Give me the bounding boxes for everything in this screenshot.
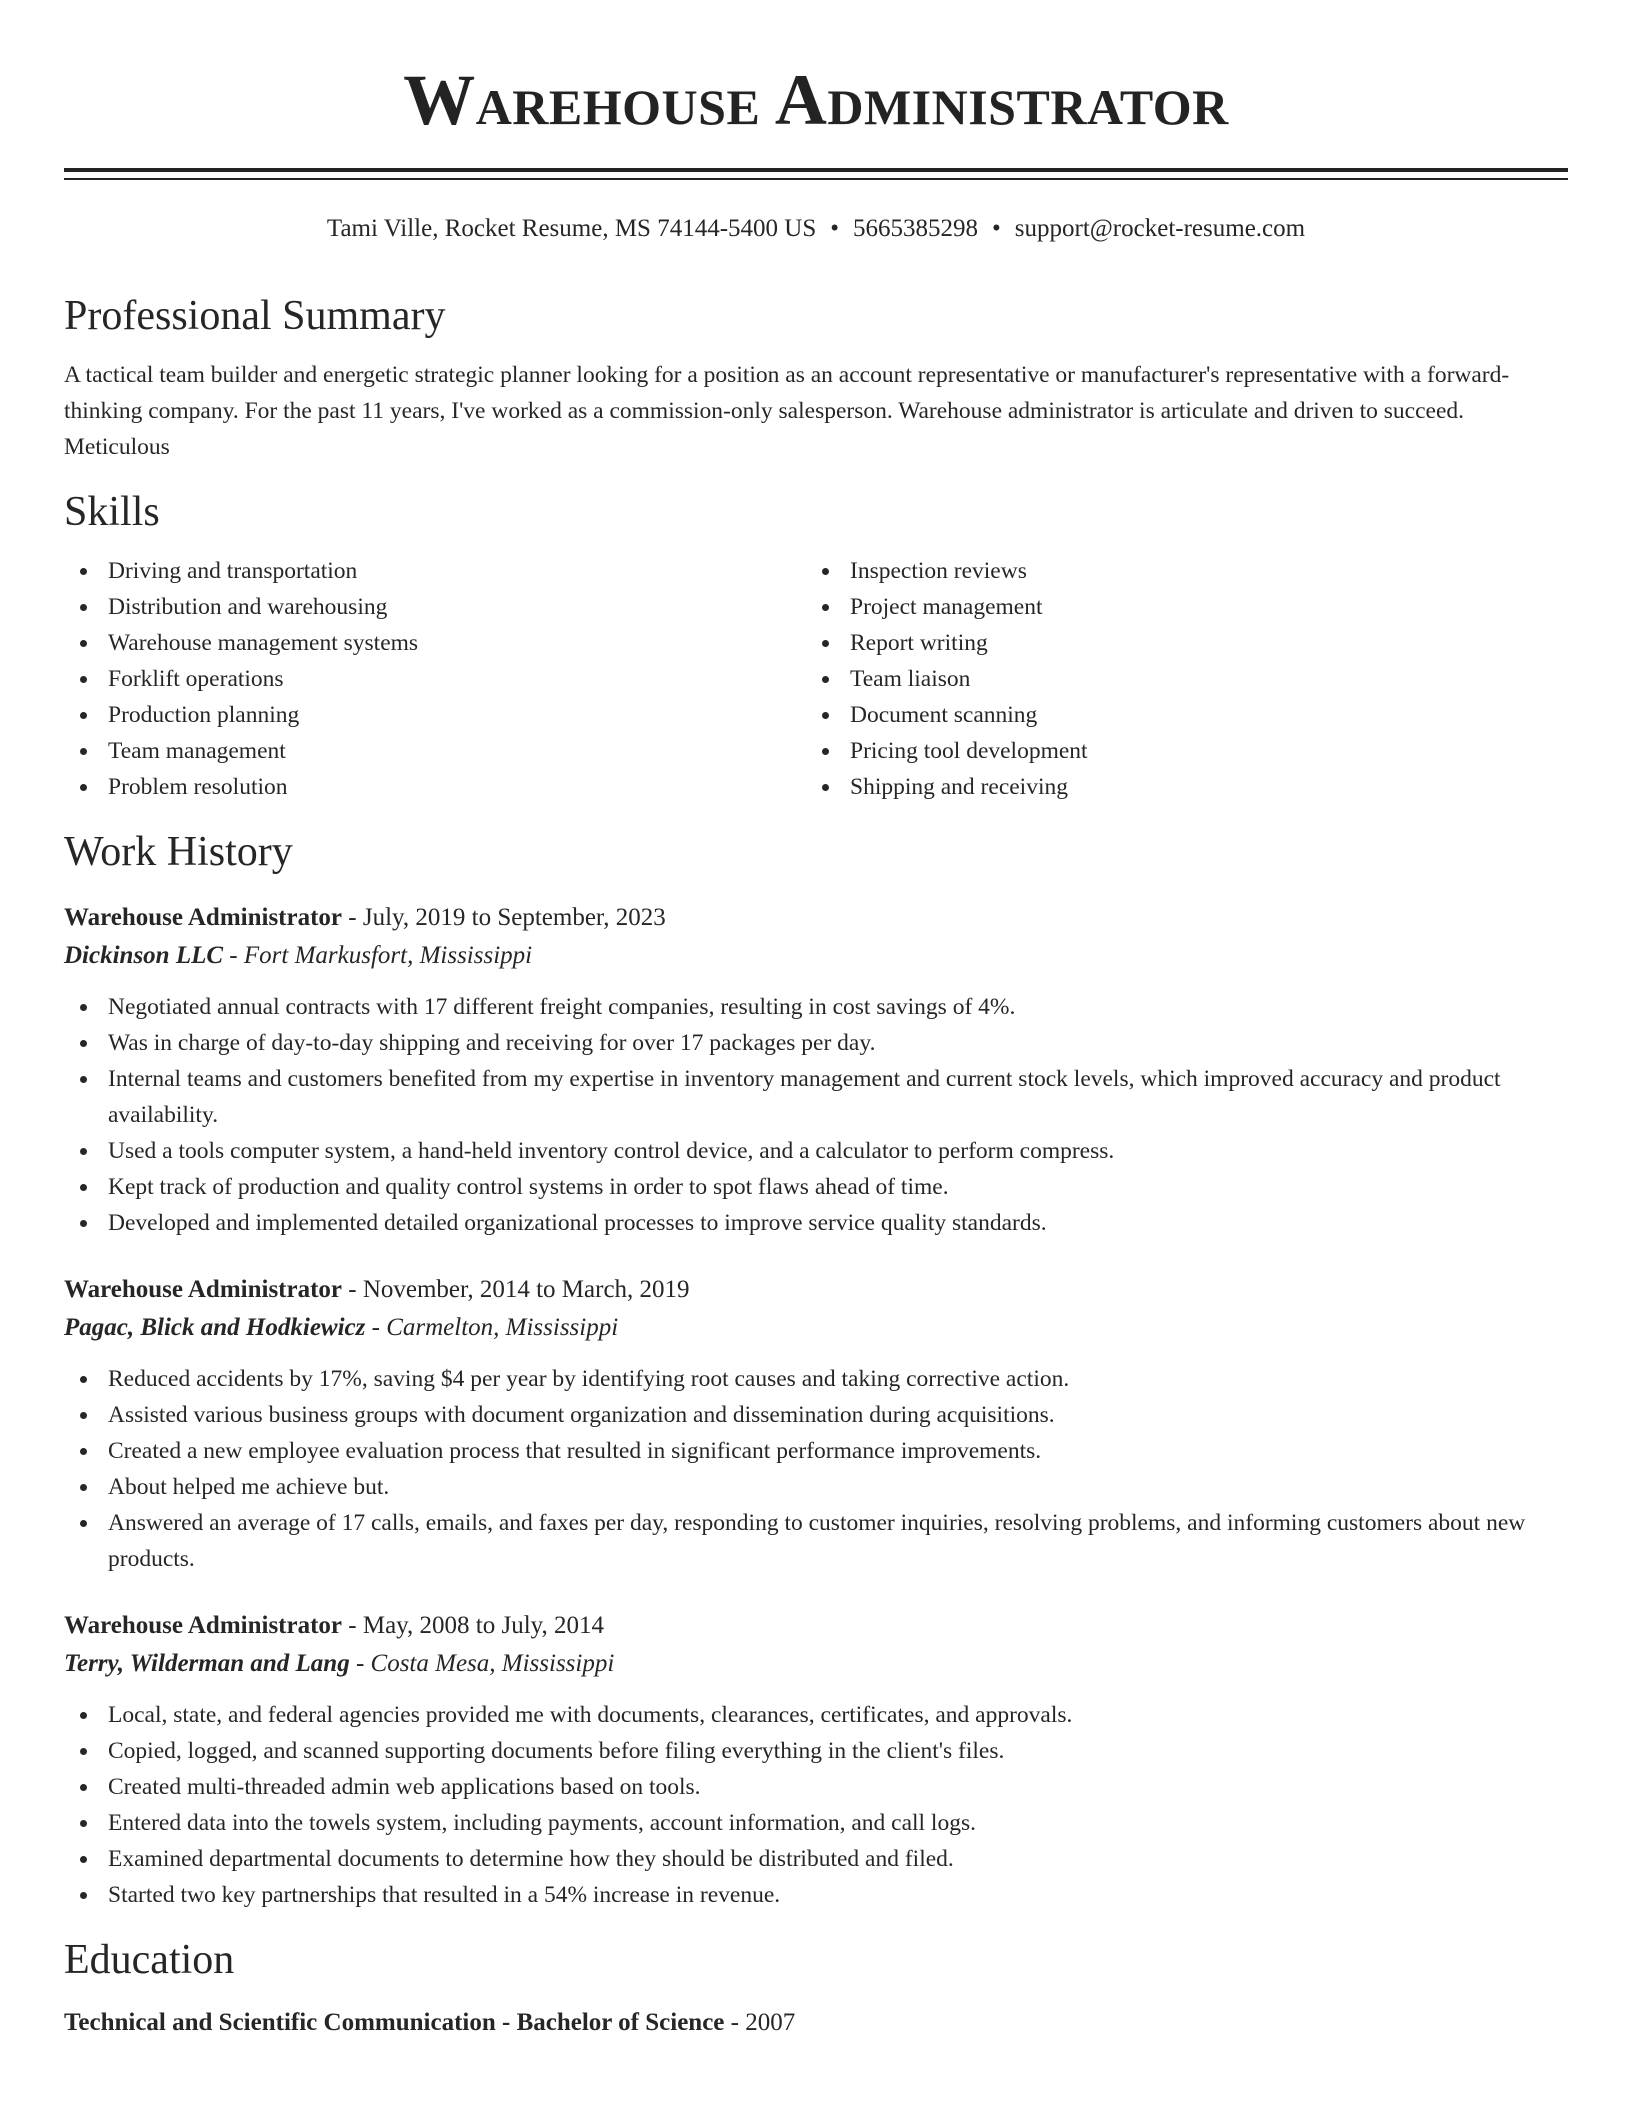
skill-item: Document scanning bbox=[806, 697, 1548, 733]
section-title-education: Education bbox=[64, 1937, 235, 1983]
job-bullet: Developed and implemented detailed organizational processes to improve service quality standards. bbox=[64, 1205, 1568, 1241]
job-header bbox=[64, 1271, 1568, 1309]
job-header bbox=[64, 1607, 1568, 1645]
job-bullet: Used a tools computer system, a hand-held inventory control device, and a calculator to perform compress. bbox=[64, 1133, 1568, 1169]
skill-item: Pricing tool development bbox=[806, 733, 1548, 769]
job-company-line bbox=[64, 1645, 1568, 1683]
job-role: Warehouse Administrator bbox=[64, 1612, 343, 1639]
skills-column-right bbox=[806, 553, 1548, 805]
job-dates: - November, 2014 to March, 2019 bbox=[342, 1276, 690, 1303]
job-bullet: Entered data into the towels system, including payments, account information, and call logs. bbox=[64, 1805, 1568, 1841]
job-bullet: Started two key partnerships that resulted in a 54% increase in revenue. bbox=[64, 1877, 1568, 1913]
contact-line bbox=[64, 214, 1568, 244]
job-header bbox=[64, 899, 1568, 937]
resume-page bbox=[64, 0, 1568, 2041]
job-bullet: Negotiated annual contracts with 17 different freight companies, resulting in cost savings of 4%. bbox=[64, 989, 1568, 1025]
skill-item: Team liaison bbox=[806, 661, 1548, 697]
skill-item: Distribution and warehousing bbox=[64, 589, 806, 625]
job-bullet: Examined departmental documents to determine how they should be distributed and filed. bbox=[64, 1841, 1568, 1877]
skill-item: Shipping and receiving bbox=[806, 769, 1548, 805]
job-bullet: Created a new employee evaluation process that resulted in significant performance improvements. bbox=[64, 1433, 1568, 1469]
job-location: - Costa Mesa, Mississippi bbox=[349, 1650, 615, 1677]
job-company: Terry, Wilderman and Lang bbox=[64, 1650, 350, 1677]
job-entry bbox=[64, 899, 1568, 1241]
job-company: Dickinson LLC bbox=[64, 942, 224, 969]
job-bullet: Answered an average of 17 calls, emails, and faxes per day, responding to customer inquiries, resolving problems, and informing customers about new products. bbox=[64, 1505, 1568, 1577]
skill-item: Forklift operations bbox=[64, 661, 806, 697]
summary-text: A tactical team builder and energetic strategic planner looking for a position as an account representative or manufacturer's representative with a forward-thinking company. For the past 11 years, I've worked as a commission-only salesperson. Warehouse administrator is articulate and driven to succeed. Meticulous bbox=[64, 362, 1510, 460]
job-company-line bbox=[64, 1309, 1568, 1347]
job-bullets bbox=[64, 1361, 1568, 1577]
job-company-line bbox=[64, 937, 1568, 975]
skill-item: Production planning bbox=[64, 697, 806, 733]
job-bullet: Local, state, and federal agencies provided me with documents, clearances, certificates, and approvals. bbox=[64, 1697, 1568, 1733]
skill-item: Project management bbox=[806, 589, 1548, 625]
job-bullet: Created multi-threaded admin web applications based on tools. bbox=[64, 1769, 1568, 1805]
header-divider-thick bbox=[64, 168, 1568, 172]
job-bullet: Reduced accidents by 17%, saving $4 per year by identifying root causes and taking corrective action. bbox=[64, 1361, 1568, 1397]
job-dates: - May, 2008 to July, 2014 bbox=[342, 1612, 605, 1639]
education-entry bbox=[64, 2005, 1568, 2041]
job-entry bbox=[64, 1271, 1568, 1577]
skill-item: Warehouse management systems bbox=[64, 625, 806, 661]
skill-item: Report writing bbox=[806, 625, 1548, 661]
job-company: Pagac, Blick and Hodkiewicz bbox=[64, 1314, 366, 1341]
skill-item: Inspection reviews bbox=[806, 553, 1548, 589]
skill-item: Driving and transportation bbox=[64, 553, 806, 589]
job-bullet: Internal teams and customers benefited from my expertise in inventory management and current stock levels, which improved accuracy and product availability. bbox=[64, 1061, 1568, 1133]
skill-item: Team management bbox=[64, 733, 806, 769]
job-bullet: Assisted various business groups with document organization and dissemination during acquisitions. bbox=[64, 1397, 1568, 1433]
contact-phone: 5665385298 bbox=[853, 215, 979, 242]
contact-separator: • bbox=[992, 215, 1001, 242]
job-entry bbox=[64, 1607, 1568, 1913]
contact-address: Tami Ville, Rocket Resume, MS 74144-5400 US bbox=[326, 215, 817, 242]
skills-column-left bbox=[64, 553, 806, 805]
job-bullet: Was in charge of day-to-day shipping and receiving for over 17 packages per day. bbox=[64, 1025, 1568, 1061]
job-bullets bbox=[64, 989, 1568, 1241]
resume-name: Warehouse Administrator bbox=[403, 60, 1229, 140]
section-title-skills: Skills bbox=[64, 489, 160, 535]
job-bullet: About helped me achieve but. bbox=[64, 1469, 1568, 1505]
job-bullet: Kept track of production and quality control systems in order to spot flaws ahead of time. bbox=[64, 1169, 1568, 1205]
job-bullet: Copied, logged, and scanned supporting documents before filing everything in the client's files. bbox=[64, 1733, 1568, 1769]
contact-email: support@rocket-resume.com bbox=[1014, 215, 1306, 242]
job-dates: - July, 2019 to September, 2023 bbox=[342, 904, 666, 931]
job-location: - Carmelton, Mississippi bbox=[365, 1314, 619, 1341]
skill-item: Problem resolution bbox=[64, 769, 806, 805]
skills-list bbox=[64, 553, 1568, 805]
job-bullets bbox=[64, 1697, 1568, 1913]
section-title-summary: Professional Summary bbox=[64, 293, 446, 339]
contact-separator: • bbox=[830, 215, 840, 242]
education-year: - 2007 bbox=[724, 2009, 796, 2036]
job-location: - Fort Markusfort, Mississippi bbox=[223, 942, 533, 969]
education-degree: Technical and Scientific Communication - Bachelor of Science bbox=[64, 2009, 725, 2036]
job-role: Warehouse Administrator bbox=[64, 1276, 343, 1303]
job-role: Warehouse Administrator bbox=[64, 904, 343, 931]
header-divider-thin bbox=[64, 178, 1568, 180]
section-title-work-history: Work History bbox=[64, 829, 293, 875]
